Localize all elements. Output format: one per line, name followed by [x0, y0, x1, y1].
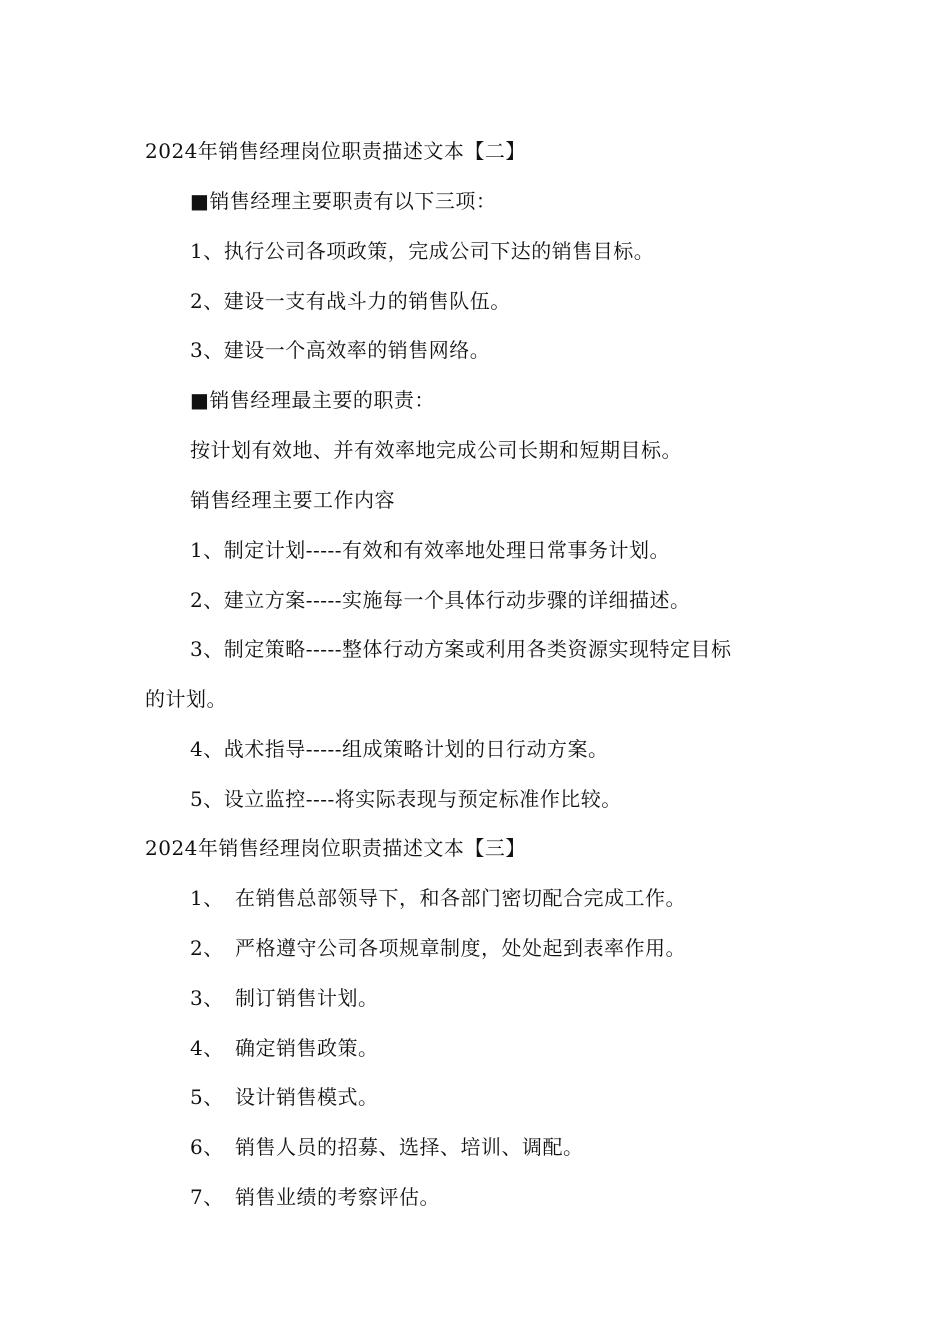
duty-item-2 — [190, 934, 686, 962]
duty-item-text: 在销售总部领导下，和各部门密切配合完成工作。 — [235, 886, 686, 910]
duty-item-number: 7、 — [190, 1185, 224, 1209]
duty-item-4 — [190, 1034, 379, 1062]
section-3-title: 2024年销售经理岗位职责描述文本【三】 — [145, 836, 526, 860]
main-duty-item-2: 2、建设一支有战斗力的销售队伍。 — [190, 289, 511, 313]
work-item-3-continuation: 的计划。 — [145, 687, 227, 711]
duty-item-text: 严格遵守公司各项规章制度，处处起到表率作用。 — [235, 936, 686, 960]
duty-item-text: 制订销售计划。 — [235, 986, 379, 1010]
main-duties-heading: ■销售经理主要职责有以下三项： — [190, 189, 497, 213]
duty-item-number: 6、 — [190, 1135, 224, 1159]
key-duty-heading: ■销售经理最主要的职责： — [190, 388, 435, 412]
duty-item-number: 5、 — [190, 1085, 224, 1109]
duty-item-number: 4、 — [190, 1036, 224, 1060]
work-item-4: 4、战术指导-----组成策略计划的日行动方案。 — [190, 737, 609, 761]
main-duty-item-3: 3、建设一个高效率的销售网络。 — [190, 338, 491, 362]
duty-item-6 — [190, 1133, 584, 1161]
work-item-5: 5、设立监控----将实际表现与预定标准作比较。 — [190, 787, 622, 811]
duty-item-5 — [190, 1083, 379, 1111]
duty-item-3 — [190, 984, 379, 1012]
work-content-heading: 销售经理主要工作内容 — [190, 488, 395, 512]
work-item-1: 1、制定计划-----有效和有效率地处理日常事务计划。 — [190, 538, 671, 562]
duty-item-7 — [190, 1183, 440, 1211]
duty-item-text: 设计销售模式。 — [235, 1085, 379, 1109]
duty-item-text: 确定销售政策。 — [235, 1036, 379, 1060]
duty-item-text: 销售业绩的考察评估。 — [235, 1185, 440, 1209]
section-2-title: 2024年销售经理岗位职责描述文本【二】 — [145, 139, 526, 163]
work-item-3: 3、制定策略-----整体行动方案或利用各类资源实现特定目标 — [190, 637, 732, 661]
duty-item-text: 销售人员的招募、选择、培训、调配。 — [235, 1135, 584, 1159]
work-item-2: 2、建立方案-----实施每一个具体行动步骤的详细描述。 — [190, 588, 691, 612]
duty-item-1 — [190, 884, 686, 912]
main-duty-item-1: 1、执行公司各项政策，完成公司下达的销售目标。 — [190, 239, 655, 263]
duty-item-number: 1、 — [190, 886, 224, 910]
duty-item-number: 2、 — [190, 936, 224, 960]
key-duty-text: 按计划有效地、并有效率地完成公司长期和短期目标。 — [190, 438, 682, 462]
duty-item-number: 3、 — [190, 986, 224, 1010]
